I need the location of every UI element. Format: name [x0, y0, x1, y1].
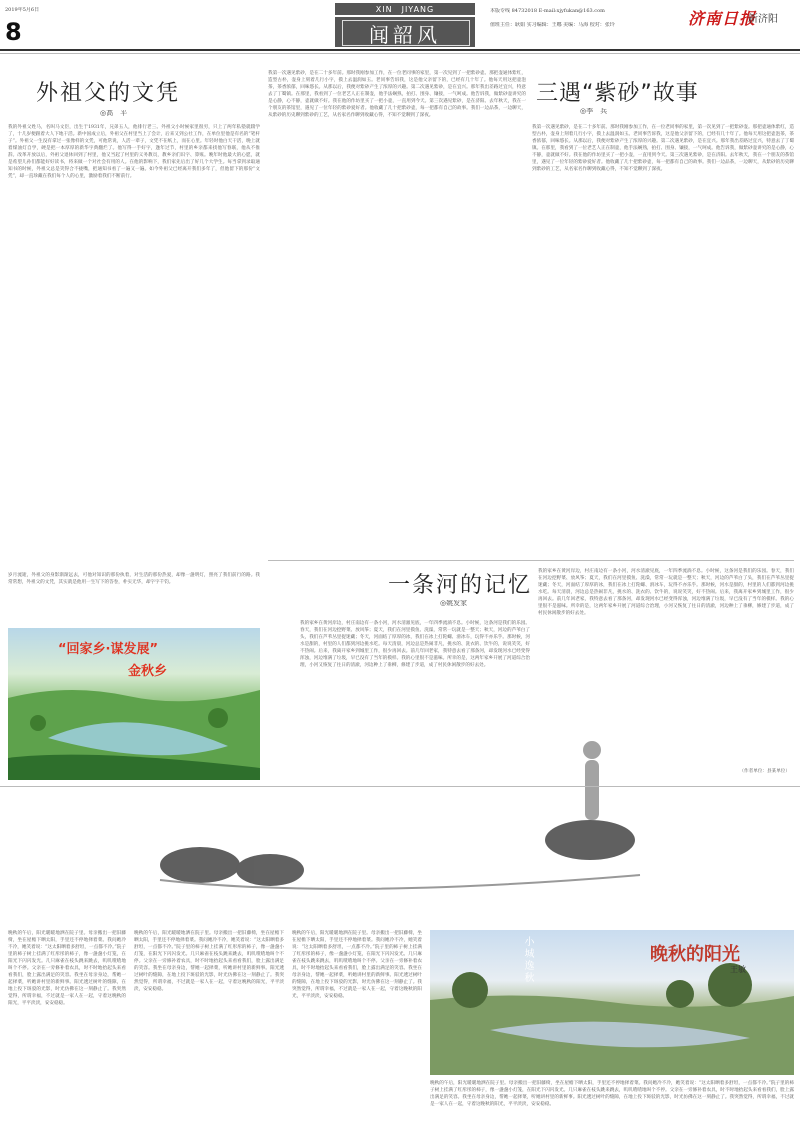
article-signoff-river: （作者单位：县某单位） [739, 769, 790, 774]
article-title-zisha: 三遇“紫砂”故事 [536, 81, 699, 106]
page-number: 8 [5, 18, 22, 46]
article-body-grandfather: 我的外祖父姓马，名叫马文臣，出生于1931年，兄弟五人，他排行老三。外祖父小时候家里很穷，只上了两年私塾就辍学了，十几岁便跟着大人下地干活。新中国成立后，外祖父在村里当上了会计，后来又到公社工作，在单位里他是有名的“笔杆子”。外祖父一生没有拿过一张像样的文凭，可他常说，人活一辈子，文凭不在纸上，而在心里。年轻时他白天干活，晚上就着煤油灯自学，硬是把一本厚厚的新华字典翻烂了。他写得一手好字，逢年过节，村里的乡亲都来找他写春联，他从不推辞。改革开放以后，外祖父退休回到了村里，他又当起了村里的义务教员，教乡亲们识字、算账。晚年时他最大的心愿，就是希望儿孙们都能好好读书，将来做一个对社会有用的人。在他的影响下，我们家先后出了好几个大学生。每当拿到录取通知书的时候，外祖父总是笑得合不拢嘴，把通知书看了一遍又一遍。如今外祖父已经离开我们多年了，但他留下的那份“文凭”，却一直珍藏在我们每个人的心里，激励着我们不断前行。 [8, 125, 260, 179]
photo-caption-2: 金秋乡 [128, 664, 168, 679]
pond-title: 晚秋的阳光 [650, 944, 740, 965]
article-author-river: ◎姚发家 [440, 600, 468, 607]
section-pinyin: XIN JIYANG [375, 5, 435, 14]
section-name: 闻韶风 [369, 23, 441, 47]
article-body-autumn-col3: 晚秋的午后，阳光暖暖地洒在院子里。母亲搬出一把旧藤椅，坐在屋檐下晒太阳，手里还不停地择着菜。我问她冷不冷，她笑着说：“这太阳晒着多舒坦，一点都不冷。”院子里的柿子树上挂满了红彤彤的柿子，像一盏盏小灯笼，在阳光下闪闪发光。几只麻雀在枝头跳来跳去，叽叽喳喳地叫个不停。父亲在一旁修补着农具，时不时地抬起头来看看我们，脸上露出满足的笑容。我坐在母亲身边，帮她一起择菜，听她讲村里的新鲜事。阳光透过树叶的缝隙，在地上投下斑驳的光影，时光仿佛在这一刻静止了。我突然觉得，所谓幸福，不过就是一家人在一起，守着这晚秋的阳光，平平淡淡，安安稳稳。 [292, 931, 422, 999]
header-editors: 值班主任：耿娟 实习编辑：王娜 美编：马海 校对：张玲 [490, 22, 615, 28]
header-rule [0, 49, 800, 51]
masthead-sub: 新济阳 [748, 14, 778, 25]
divider-mid [268, 560, 794, 561]
article-body-river-col1: 我的家乡在黄河岸边，村庄南边有一条小河，河水清澈见底，一年四季流淌不息。小时候，这条河是我们的乐园。春天，我们在河边挖野菜、放风筝；夏天，我们在河里摸鱼、洗澡，常常一玩就是一整天；秋天，河边的芦苇白了头，我们在芦苇丛里捉迷藏；冬天，河面结了厚厚的冰，我们在冰上打陀螺、滑冰车，玩得不亦乐乎。那时候，河水是甜的，村里的人们都到河边挑水吃。每天清晨，河边总是热闹非凡，挑水的、洗衣的、饮牛的，说说笑笑，好不热闹。后来，我离开家乡到城里工作，很少再回去。前几年回老家，我特意去看了那条河，却发现河水已经变得浑浊，河边堆满了垃圾，早已没有了当年的模样。我的心里很不是滋味。所幸的是，这两年家乡开展了河道综合治理，小河又恢复了往日的清澈，河边种上了垂柳，修建了步道，成了村民休闲散步的好去处。 [300, 621, 530, 668]
article-title-river: 一条河的记忆 [388, 573, 533, 598]
article-body-zisha-col2: 我第一次遇见紫砂，是在二十多年前。那时我刚参加工作，在一位老同事的家里，第一次见到了一把紫砂壶。那把壶通体紫红，造型古朴，壶身上刻着几行小字，摸上去温润如玉。老同事告诉我，这是他父亲留下的，已经有几十年了。他每天用这把壶泡茶，茶香浓郁，回味悠长。从那以后，我便对紫砂产生了浓厚的兴趣。第二次遇见紫砂，是在宜兴。那年我出差路过宜兴，特意去了丁蜀镇。在那里，我看到了一位老艺人正在制壶，他手法娴熟，拍打、围身、镶接，一气呵成。他告诉我，做紫砂壶讲究的是心静，心不静，壶就做不好。我在他的作坊里买了一把小壶，一直用到今天。第三次遇见紫砂，是在济阳。去年秋天，我在一个朋友的茶馆里，遇见了一位年轻的紫砂爱好者。他收藏了几十把紫砂壶，每一把都有自己的故事。我们一边品茶，一边聊天，从紫砂的历史聊到紫砂的工艺，从名家名作聊到收藏心得，不知不觉聊到了深夜。 [532, 125, 794, 172]
masthead-logo: 济南日报 [688, 9, 757, 28]
photo-autumn-pond [430, 930, 794, 1075]
photo-caption-1: “回家乡·谋发展” [58, 642, 159, 657]
article-author-grandfather: ◎高 平 [100, 110, 128, 117]
header-date: 2019年5月6日 [5, 7, 40, 13]
painting-oxen-drawing [140, 600, 666, 930]
pond-calligraphy: 小城逸秋 [522, 936, 533, 984]
article-body-river-col2: 我的家乡在黄河岸边，村庄南边有一条小河，河水清澈见底，一年四季流淌不息。小时候，这条河是我们的乐园。春天，我们在河边挖野菜、放风筝；夏天，我们在河里摸鱼、洗澡，常常一玩就是一整天；秋天，河边的芦苇白了头，我们在芦苇丛里捉迷藏；冬天，河面结了厚厚的冰，我们在冰上打陀螺、滑冰车，玩得不亦乐乎。那时候，河水是甜的，村里的人们都到河边挑水吃。每天清晨，河边总是热闹非凡，挑水的、洗衣的、饮牛的，说说笑笑，好不热闹。后来，我离开家乡到城里工作，很少再回去。前几年回老家，我特意去看了那条河，却发现河水已经变得浑浊，河边堆满了垃圾，早已没有了当年的模样。我的心里很不是滋味。所幸的是，这两年家乡开展了河道综合治理，小河又恢复了往日的清澈，河边种上了垂柳，修建了步道，成了村民休闲散步的好去处。 [538, 569, 794, 616]
pond-title-author: 王敏 [730, 965, 746, 974]
article-body-autumn-col4: 晚秋的午后，阳光暖暖地洒在院子里。母亲搬出一把旧藤椅，坐在屋檐下晒太阳，手里还不停地择着菜。我问她冷不冷，她笑着说：“这太阳晒着多舒坦，一点都不冷。”院子里的柿子树上挂满了红彤彤的柿子，像一盏盏小灯笼，在阳光下闪闪发光。几只麻雀在枝头跳来跳去，叽叽喳喳地叫个不停。父亲在一旁修补着农具，时不时地抬起头来看看我们，脸上露出满足的笑容。我坐在母亲身边，帮她一起择菜，听她讲村里的新鲜事。阳光透过树叶的缝隙，在地上投下斑驳的光影，时光仿佛在这一刻静止了。我突然觉得，所谓幸福，不过就是一家人在一起，守着这晚秋的阳光，平平淡淡，安安稳稳。 [430, 1081, 794, 1107]
article-title-grandfather: 外祖父的文凭 [36, 81, 181, 106]
article-body-grandfather-cont: 岁月流逝，外祖父的身影渐渐远去，可他对知识的那份执着，对生活的那份热爱，却像一盏明灯，照亮了我们前行的路。我常常想，外祖父的文凭，其实就是他用一生写下的答卷，朴实无华，却字字千钧。 [8, 573, 260, 585]
header-rule-thin [0, 53, 800, 54]
article-body-autumn-col2: 晚秋的午后，阳光暖暖地洒在院子里。母亲搬出一把旧藤椅，坐在屋檐下晒太阳，手里还不停地择着菜。我问她冷不冷，她笑着说：“这太阳晒着多舒坦，一点都不冷。”院子里的柿子树上挂满了红彤彤的柿子，像一盏盏小灯笼，在阳光下闪闪发光。几只麻雀在枝头跳来跳去，叽叽喳喳地叫个不停。父亲在一旁修补着农具，时不时地抬起头来看看我们，脸上露出满足的笑容。我坐在母亲身边，帮她一起择菜，听她讲村里的新鲜事。阳光透过树叶的缝隙，在地上投下斑驳的光影，时光仿佛在这一刻静止了。我突然觉得，所谓幸福，不过就是一家人在一起，守着这晚秋的阳光，平平淡淡，安安稳稳。 [134, 931, 284, 992]
article-body-autumn-col1: 晚秋的午后，阳光暖暖地洒在院子里。母亲搬出一把旧藤椅，坐在屋檐下晒太阳，手里还不停地择着菜。我问她冷不冷，她笑着说：“这太阳晒着多舒坦，一点都不冷。”院子里的柿子树上挂满了红彤彤的柿子，像一盏盏小灯笼，在阳光下闪闪发光。几只麻雀在枝头跳来跳去，叽叽喳喳地叫个不停。父亲在一旁修补着农具，时不时地抬起头来看看我们，脸上露出满足的笑容。我坐在母亲身边，帮她一起择菜，听她讲村里的新鲜事。阳光透过树叶的缝隙，在地上投下斑驳的光影，时光仿佛在这一刻静止了。我突然觉得，所谓幸福，不过就是一家人在一起，守着这晚秋的阳光，平平淡淡，安安稳稳。 [8, 931, 126, 1006]
article-author-zisha: ◎李 兵 [580, 108, 608, 115]
divider-lower [0, 786, 800, 787]
header-hotline: 本版专线 84732018 E-mail:xjyfukan@163.com [490, 8, 605, 14]
article-body-zisha-col1: 我第一次遇见紫砂，是在二十多年前。那时我刚参加工作，在一位老同事的家里，第一次见到了一把紫砂壶。那把壶通体紫红，造型古朴，壶身上刻着几行小字，摸上去温润如玉。老同事告诉我，这是他父亲留下的，已经有几十年了。他每天用这把壶泡茶，茶香浓郁，回味悠长。从那以后，我便对紫砂产生了浓厚的兴趣。第二次遇见紫砂，是在宜兴。那年我出差路过宜兴，特意去了丁蜀镇。在那里，我看到了一位老艺人正在制壶，他手法娴熟，拍打、围身、镶接，一气呵成。他告诉我，做紫砂壶讲究的是心静，心不静，壶就做不好。我在他的作坊里买了一把小壶，一直用到今天。第三次遇见紫砂，是在济阳。去年秋天，我在一个朋友的茶馆里，遇见了一位年轻的紫砂爱好者。他收藏了几十把紫砂壶，每一把都有自己的故事。我们一边品茶，一边聊天，从紫砂的历史聊到紫砂的工艺，从名家名作聊到收藏心得，不知不觉聊到了深夜。 [268, 71, 526, 118]
